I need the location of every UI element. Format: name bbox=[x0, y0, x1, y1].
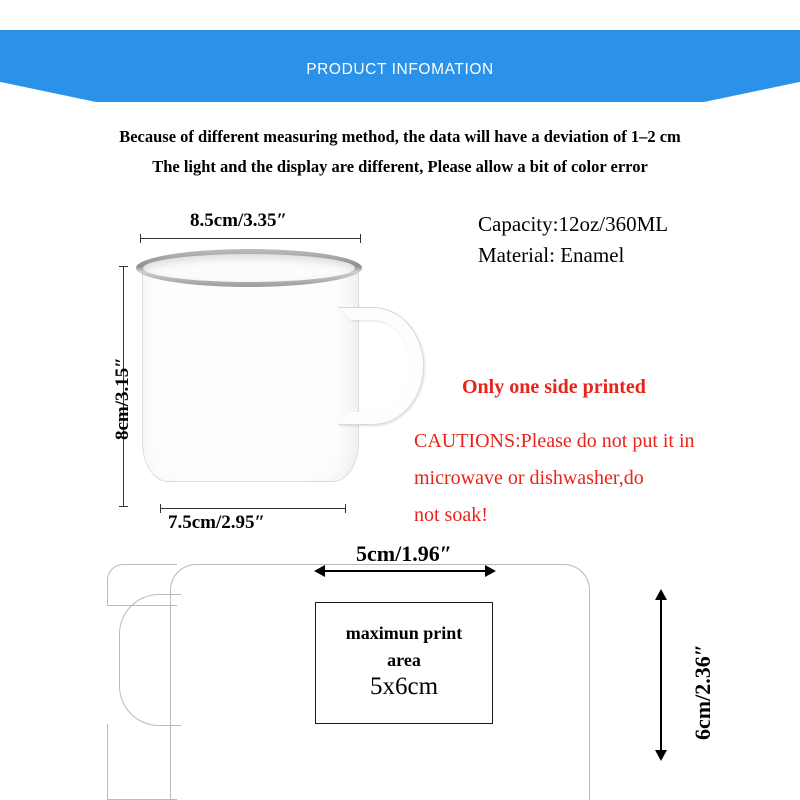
print-width-arrowhead-right bbox=[485, 565, 496, 577]
print-width-arrow-line bbox=[325, 570, 485, 572]
mug-body bbox=[142, 260, 359, 482]
print-height-arrowhead-bottom bbox=[655, 750, 667, 761]
print-height-arrowhead-top bbox=[655, 589, 667, 600]
caution-line-1: CAUTIONS:Please do not put it in bbox=[414, 430, 695, 452]
caution-line-2: microwave or dishwasher,do bbox=[414, 467, 644, 489]
print-area-template bbox=[95, 552, 695, 800]
template-handle-loop bbox=[119, 594, 181, 726]
banner-title: PRODUCT INFOMATION bbox=[306, 61, 494, 78]
bottom-diameter-tick-left bbox=[160, 504, 161, 513]
mug-handle-outline bbox=[338, 307, 424, 425]
bottom-diameter-label: 7.5cm/2.95″ bbox=[168, 512, 266, 533]
top-diameter-tick-left bbox=[140, 234, 141, 243]
mug-height-label: 8cm/3.15″ bbox=[112, 357, 133, 440]
maximum-print-area-box bbox=[315, 602, 493, 724]
capacity-spec: Capacity:12oz/360ML bbox=[478, 212, 669, 236]
mug-height-tick-bottom bbox=[119, 506, 128, 507]
caution-note bbox=[414, 423, 800, 534]
print-area-label-line-2: area bbox=[387, 650, 421, 670]
one-side-printed-note: Only one side printed bbox=[462, 376, 646, 398]
bottom-diameter-line bbox=[160, 508, 345, 509]
print-height-label: 6cm/2.36″ bbox=[690, 644, 715, 740]
caution-line-3: not soak! bbox=[414, 504, 488, 526]
disclaimer-line-1: Because of different measuring method, the data will have a deviation of 1–2 cm bbox=[119, 127, 681, 146]
bottom-diameter-tick-right bbox=[345, 504, 346, 513]
top-diameter-line bbox=[140, 238, 360, 239]
mug-rim-inner bbox=[143, 254, 355, 282]
print-width-arrowhead-left bbox=[314, 565, 325, 577]
print-width-label: 5cm/1.96″ bbox=[356, 541, 452, 566]
product-information-banner bbox=[0, 30, 800, 102]
material-spec: Material: Enamel bbox=[478, 243, 625, 267]
mug-illustration bbox=[110, 205, 440, 535]
top-diameter-label: 8.5cm/3.35″ bbox=[190, 210, 288, 231]
print-area-label-line-1: maximun print bbox=[345, 623, 463, 643]
print-height-arrow-line bbox=[660, 600, 662, 750]
disclaimer-text bbox=[0, 122, 800, 182]
mug-height-tick-top bbox=[119, 266, 128, 267]
top-diameter-tick-right bbox=[360, 234, 361, 243]
disclaimer-line-2: The light and the display are different, Please allow a bit of color error bbox=[152, 157, 648, 176]
print-area-size: 5x6cm bbox=[369, 673, 439, 700]
template-handle-bottom-tab bbox=[107, 724, 177, 800]
